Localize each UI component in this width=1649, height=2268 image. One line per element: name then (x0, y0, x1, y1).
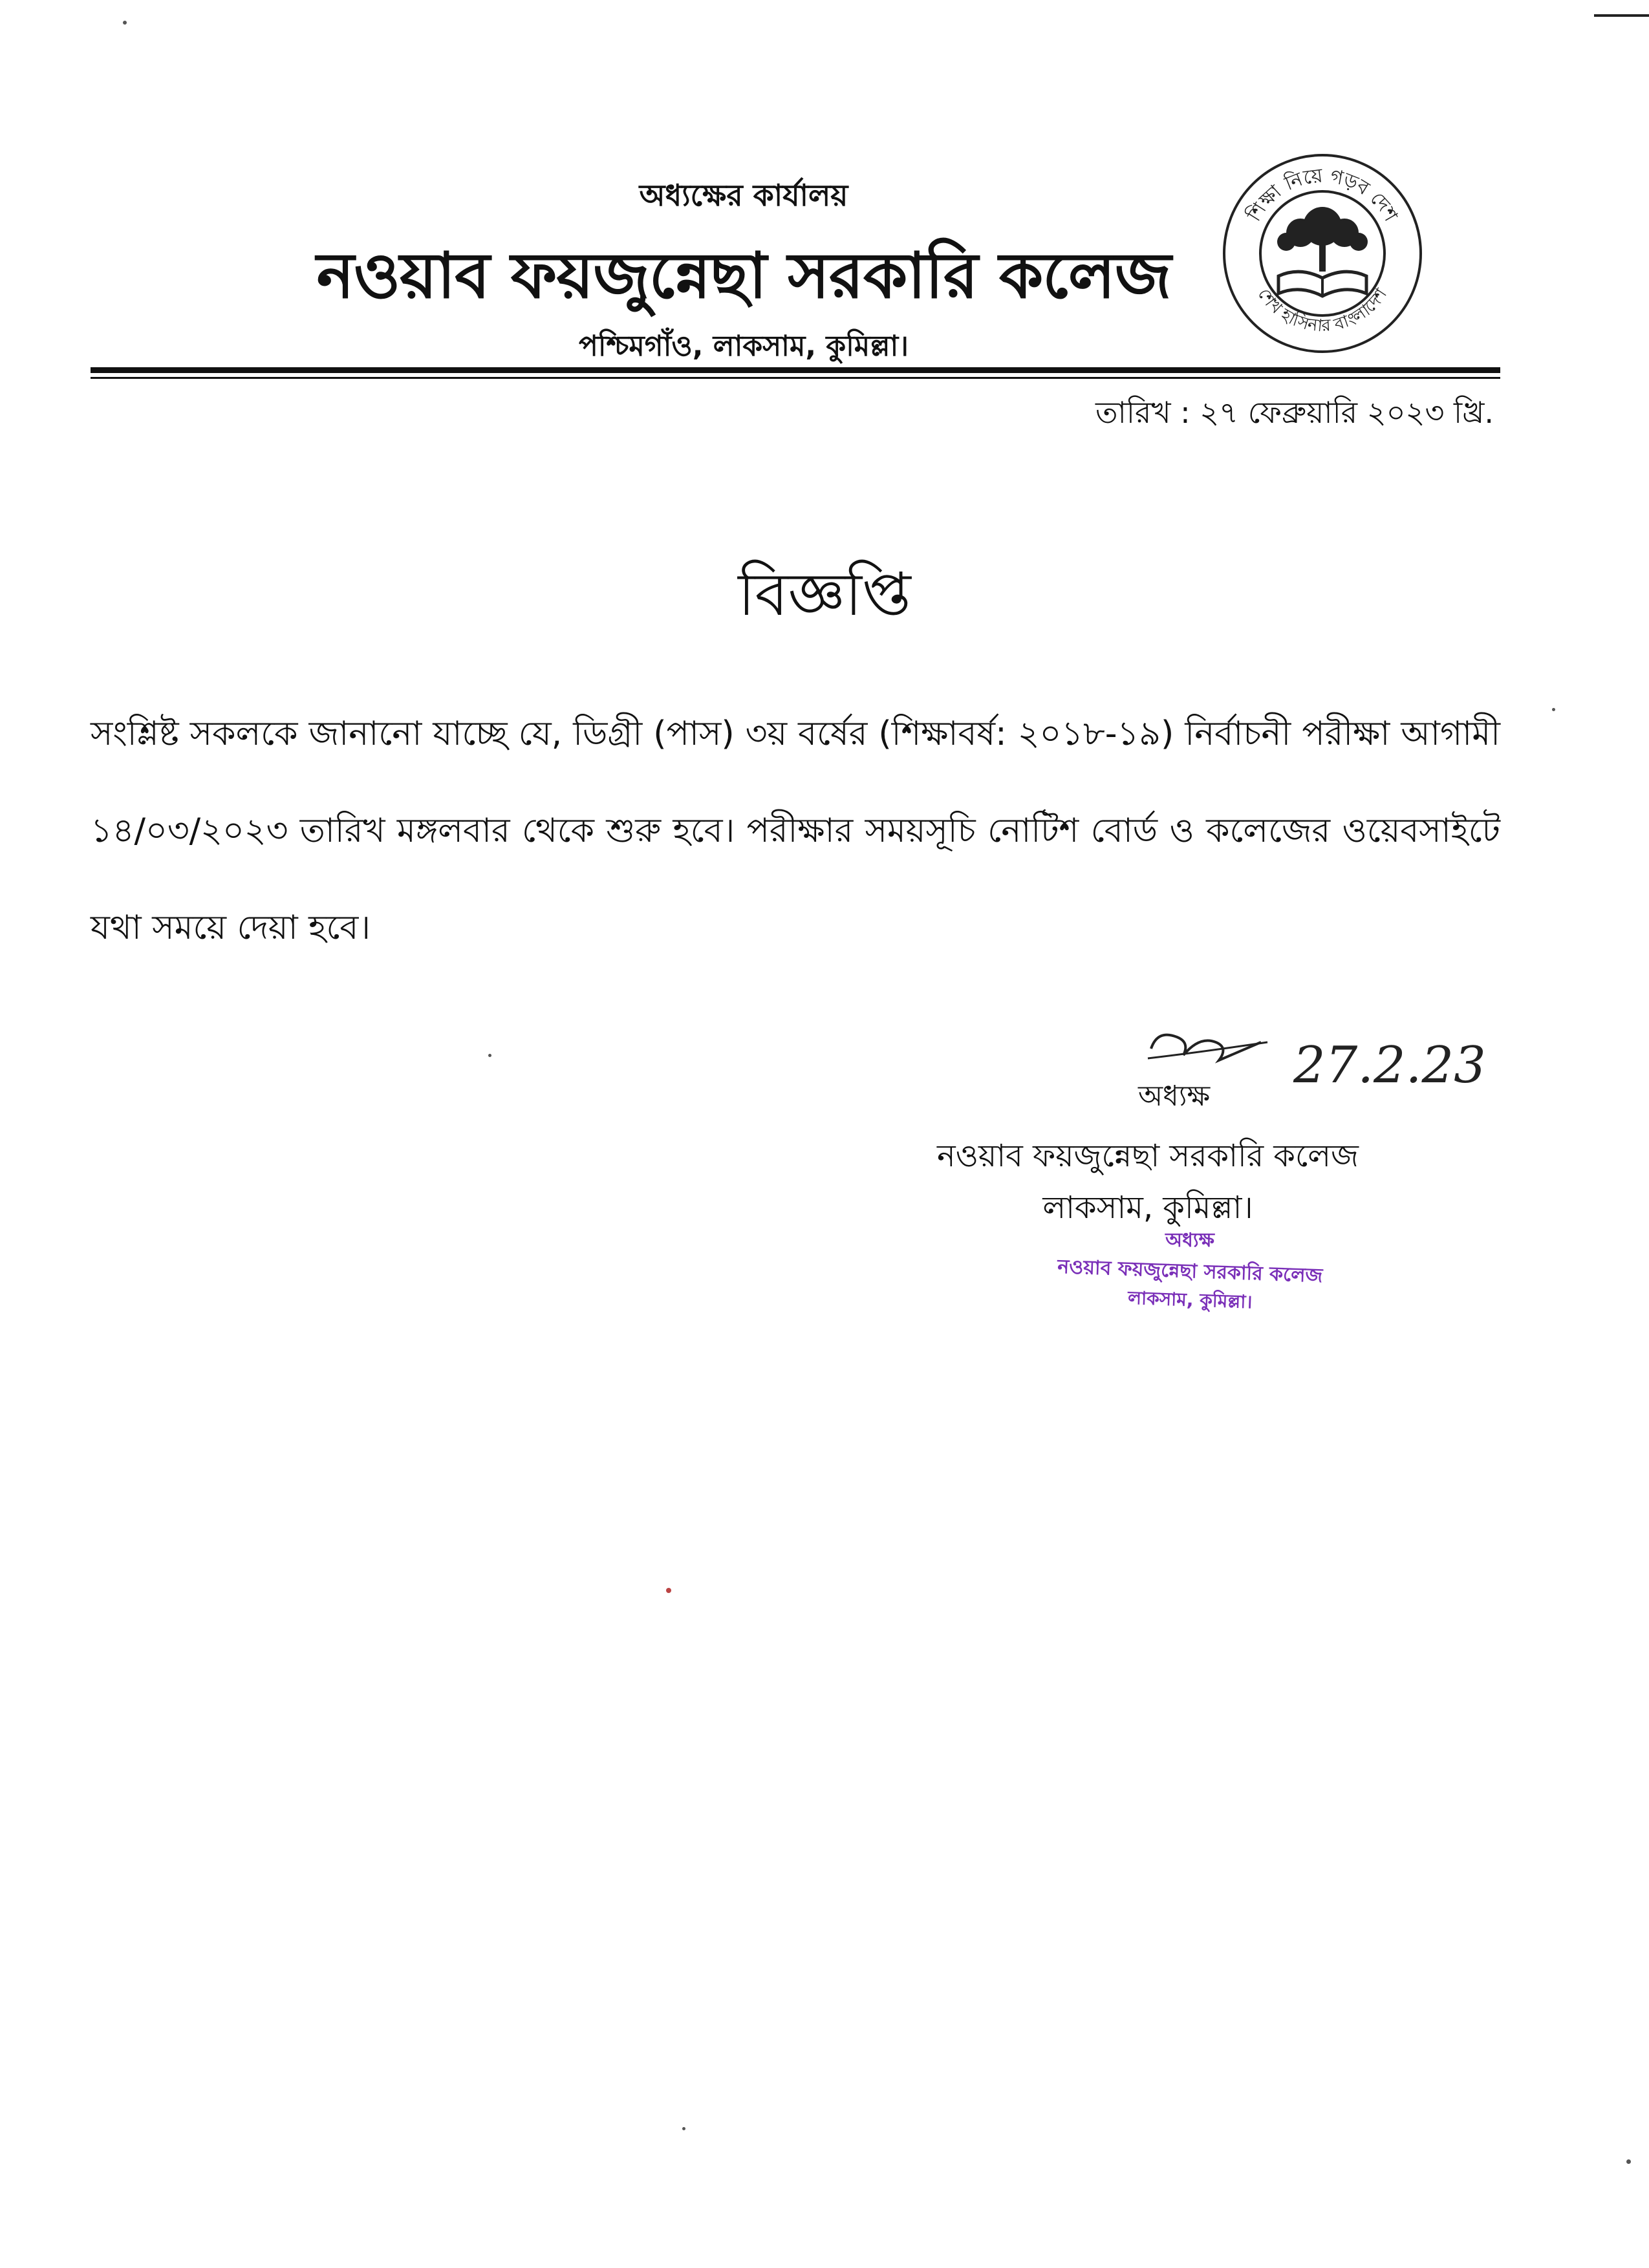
scan-speck (666, 1588, 671, 1593)
college-name-heading: নওয়াব ফয়জুন্নেছা সরকারি কলেজ (316, 239, 1171, 313)
notice-title: বিজ্ঞপ্তি (738, 560, 911, 629)
svg-text:লাকসাম, কুমিল্লা।: লাকসাম, কুমিল্লা। (1127, 1287, 1253, 1313)
office-heading: অধ্যক্ষের কার্যালয় (639, 178, 848, 213)
college-address: পশ্চিমগাঁও, লাকসাম, কুমিল্লা। (578, 330, 909, 363)
handwritten-date-text: 27.2.23 (1293, 1036, 1486, 1095)
signatory-place: লাকসাম, কুমিল্লা। (1042, 1190, 1253, 1226)
scan-speck (1552, 708, 1555, 711)
scan-corner-mark (1594, 14, 1649, 17)
svg-text:নওয়াব ফয়জুন্নেছা সরকারি কলেজ: নওয়াব ফয়জুন্নেছা সরকারি কলেজ (1057, 1255, 1323, 1288)
seal-text-bottom: শেখ হাসিনার বাংলাদেশ (1253, 284, 1392, 336)
signatory-college: নওয়াব ফয়জুন্নেছা সরকারি কলেজ (937, 1138, 1359, 1174)
scan-speck (123, 21, 127, 25)
seal-text-top: শিক্ষা নিয়ে গড়ব দেশ (1243, 164, 1403, 226)
header-divider-thick (91, 367, 1500, 373)
signatory-title: অধ্যক্ষ (1138, 1080, 1211, 1113)
svg-text:অধ্যক্ষ: অধ্যক্ষ (1165, 1229, 1214, 1252)
principal-stamp (996, 1223, 1384, 1314)
header-divider-thin (91, 377, 1500, 379)
college-seal-logo (1219, 150, 1426, 357)
scan-speck (488, 1054, 491, 1057)
scan-speck (682, 2127, 685, 2130)
notice-body: সংশ্লিষ্ট সকলকে জানানো যাচ্ছে যে, ডিগ্রী (পাস) ৩য় বর্ষের (শিক্ষাবর্ষ: ২০১৮-১৯) নির্বাচনী পরীক্ষা আগামী ১৪/০৩/২০২৩ তারিখ মঙ্গলবার থেকে শুরু হবে। পরীক্ষার সময়সূচি নোটিশ বোর্ড ও কলেজের ওয়েবসাইটে যথা সময়ে দেয়া হবে। (91, 714, 1500, 947)
scan-speck (1626, 2159, 1631, 2164)
notice-date: তারিখ : ২৭ ফেব্রুয়ারি ২০২৩ খ্রি. (1095, 395, 1494, 430)
